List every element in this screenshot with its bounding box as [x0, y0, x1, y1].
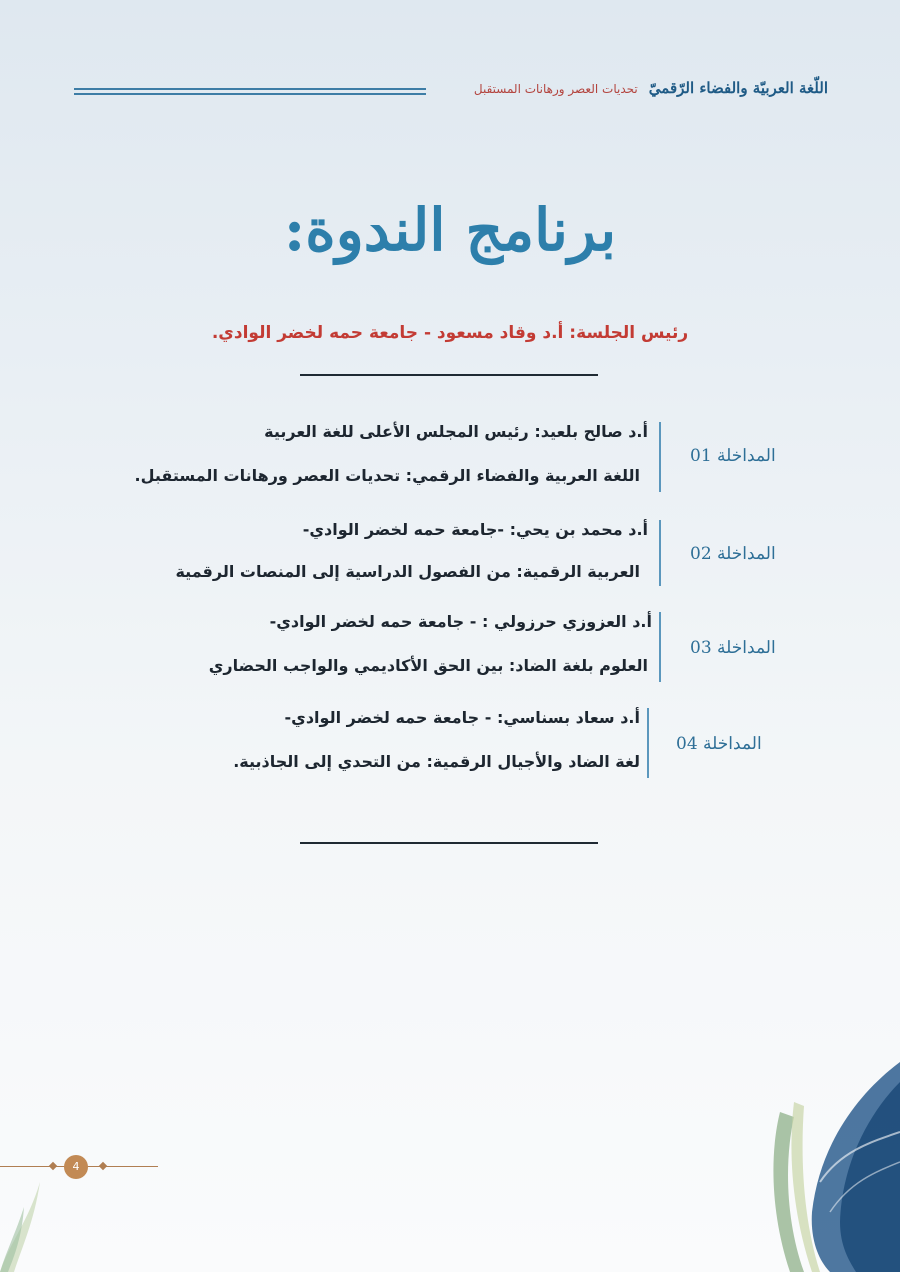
session-chair: رئيس الجلسة: أ.د وقاد مسعود - جامعة حمه لخضر الوادي.: [211, 323, 689, 343]
session-divider-bar: [659, 520, 661, 586]
corner-decorative-art-icon: [760, 1062, 900, 1272]
session-label: المداخلة 02: [690, 544, 776, 564]
header-double-rule: [74, 88, 426, 95]
header-main-title: اللّغة العربيّة والفضاء الرّقميّ: [648, 79, 828, 97]
session-label: المداخلة 04: [676, 734, 762, 754]
running-header: [70, 78, 830, 106]
session-01: [100, 422, 800, 492]
session-02: [100, 520, 800, 586]
session-topic: اللغة العربية والفضاء الرقمي: تحديات العصر ورهانات المستقبل.: [134, 466, 640, 485]
session-04: [100, 708, 800, 778]
divider-bottom: [300, 842, 598, 844]
header-text: [474, 78, 828, 97]
session-topic: العربية الرقمية: من الفصول الدراسية إلى المنصات الرقمية: [175, 562, 640, 581]
page-number: 4: [64, 1155, 88, 1179]
session-label: المداخلة 01: [690, 446, 776, 466]
session-topic: العلوم بلغة الضاد: بين الحق الأكاديمي والواجب الحضاري: [208, 656, 648, 675]
session-speaker: أ.د صالح بلعيد: رئيس المجلس الأعلى للغة العربية: [264, 422, 648, 441]
session-divider-bar: [659, 422, 661, 492]
session-speaker: أ.د سعاد بسناسي: - جامعة حمه لخضر الوادي-: [284, 708, 640, 727]
session-speaker: أ.د محمد بن يحي: -جامعة حمه لخضر الوادي-: [302, 520, 648, 539]
session-label: المداخلة 03: [690, 638, 776, 658]
divider-top: [300, 374, 598, 376]
session-divider-bar: [647, 708, 649, 778]
footer-ornament-dot: [99, 1162, 107, 1170]
session-topic: لغة الضاد والأجيال الرقمية: من التحدي إلى الجاذبية.: [233, 752, 640, 771]
header-subtitle: تحديات العصر ورهانات المستقبل: [473, 82, 638, 96]
session-speaker: أ.د العزوزي حرزولي : - جامعة حمه لخضر الوادي-: [269, 612, 652, 631]
left-decorative-swoosh-icon: [0, 1152, 60, 1272]
page-title: برنامج الندوة:: [283, 196, 617, 264]
session-03: [100, 612, 800, 682]
session-divider-bar: [659, 612, 661, 682]
